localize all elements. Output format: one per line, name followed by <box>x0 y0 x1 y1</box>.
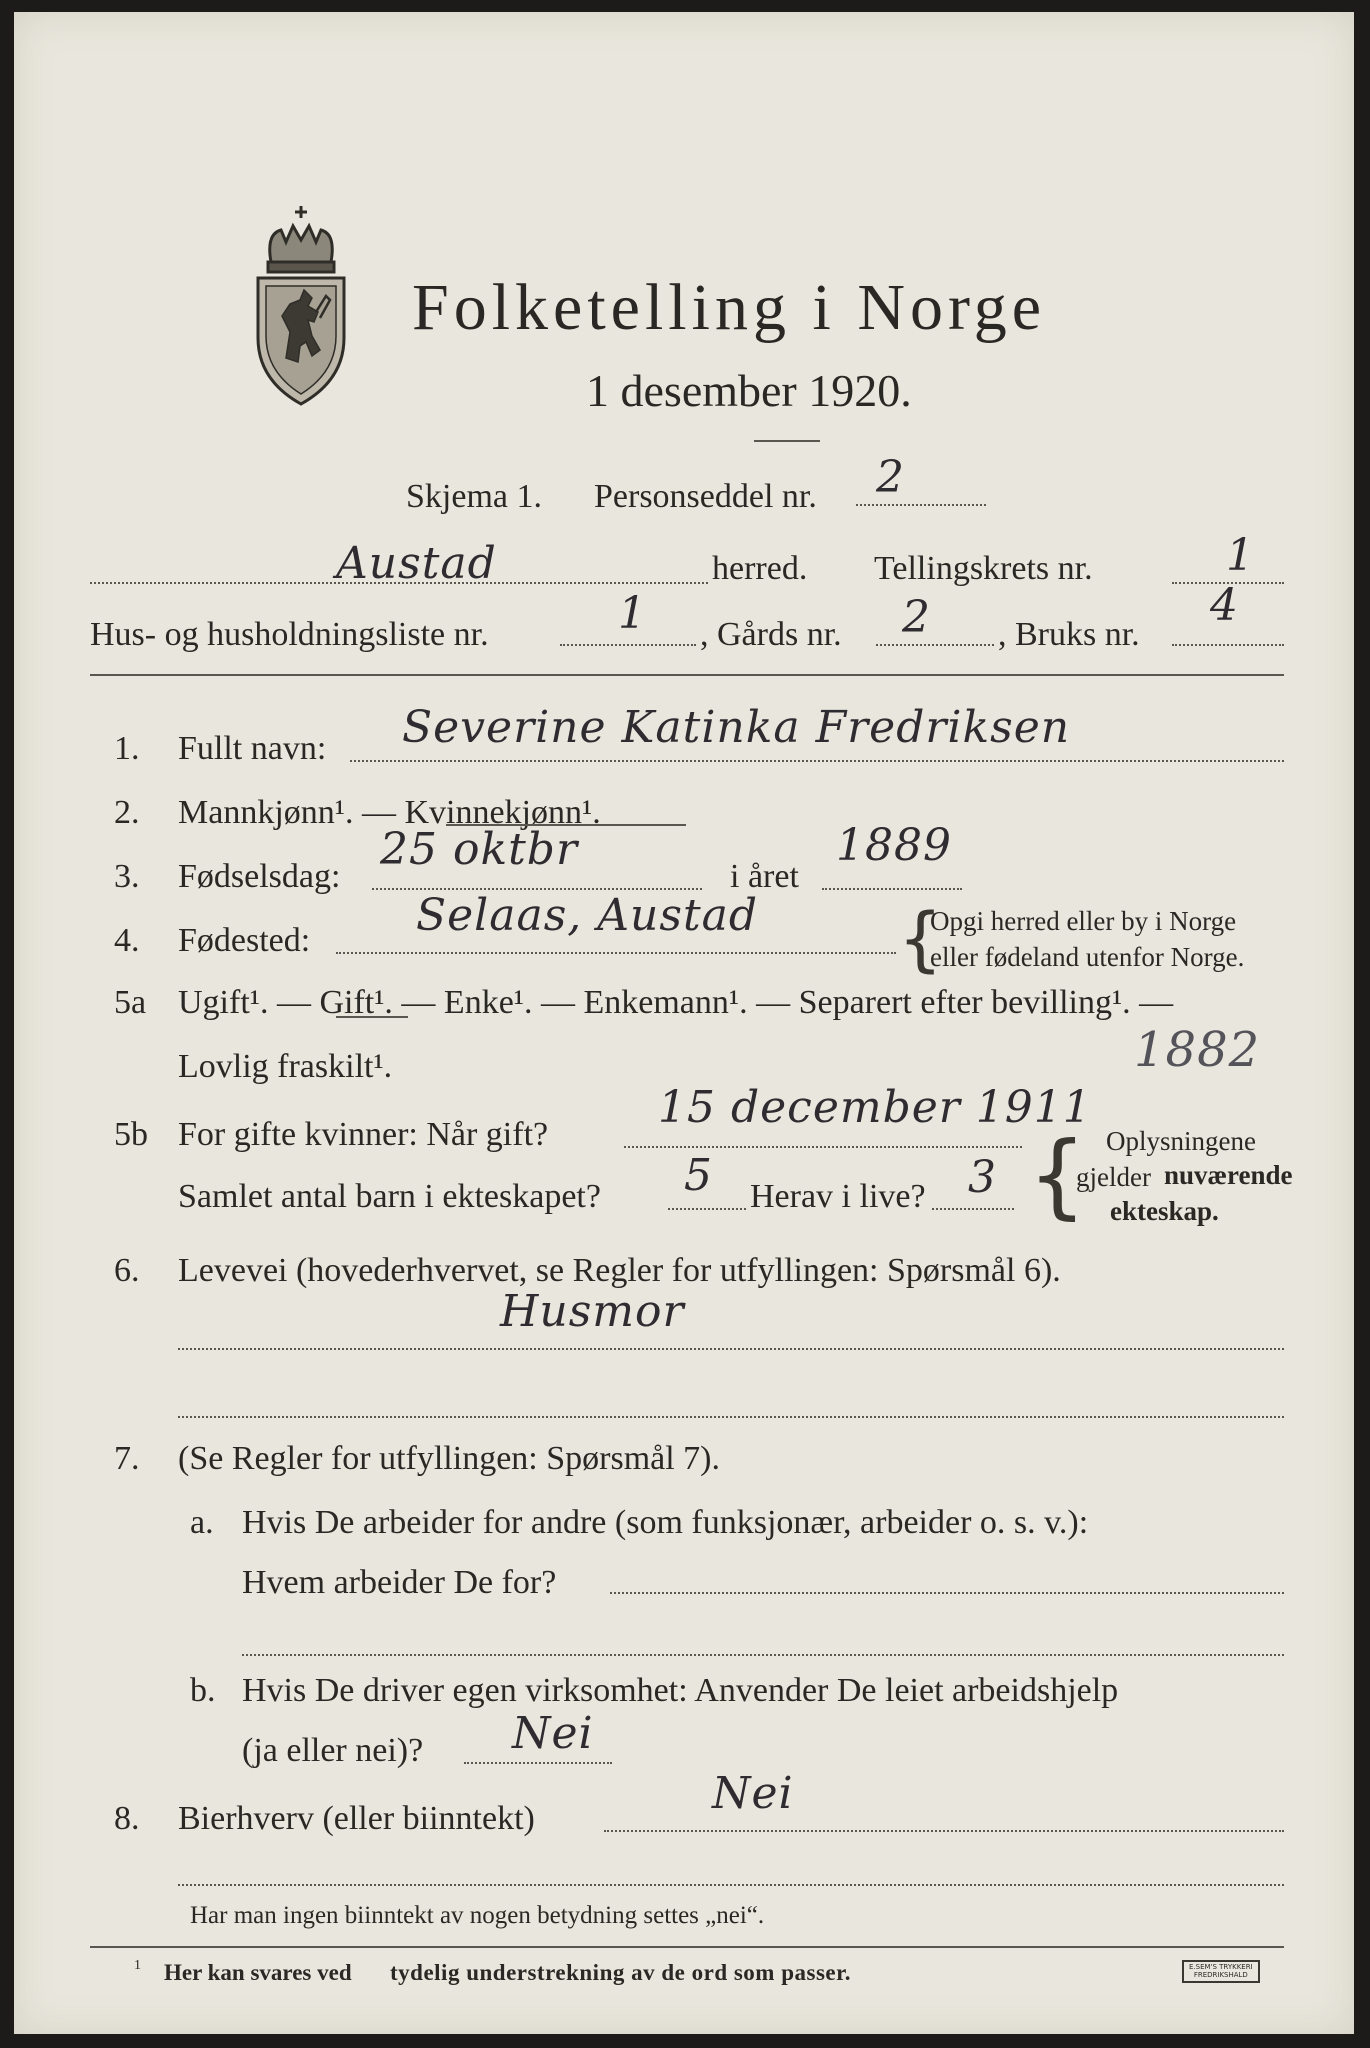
personseddel-value[interactable]: 2 <box>876 452 905 503</box>
q1-full-name-value[interactable]: Severine Katinka Fredriksen <box>402 702 1071 753</box>
census-form-page <box>14 12 1354 2034</box>
q8-label: Bierhverv (eller biinntekt) <box>178 1800 535 1837</box>
q7a-line-2: Hvem arbeider De for? <box>242 1564 557 1601</box>
q3-birthday-value[interactable]: 25 oktbr <box>380 824 579 875</box>
q5b-alive-line <box>932 1208 1014 1210</box>
q3-label: Fødselsdag: <box>178 858 341 895</box>
title-divider <box>754 440 820 442</box>
footnote-marker: 1 <box>134 1958 141 1973</box>
q1-line <box>350 760 1284 762</box>
q6-line-1 <box>178 1348 1284 1350</box>
q5b-brace: { <box>1028 1122 1087 1229</box>
form-title: Folketelling i Norge <box>412 271 1047 344</box>
q3-year-value[interactable]: 1889 <box>836 820 952 871</box>
q5b-label-1: For gifte kvinner: Når gift? <box>178 1116 549 1153</box>
q7a-employer-line <box>610 1592 1284 1594</box>
q7-label: (Se Regler for utfyllingen: Spørsmål 7). <box>178 1440 721 1477</box>
q4-line <box>336 952 896 954</box>
q4-label: Fødested: <box>178 922 311 959</box>
q5b-label-2: Samlet antal barn i ekteskapet? <box>178 1178 601 1215</box>
q3-number: 3. <box>114 858 140 895</box>
q4-note-line-2: eller fødeland utenfor Norge. <box>930 942 1245 972</box>
q5a-number: 5a <box>114 984 147 1021</box>
gards-label: , Gårds nr. <box>700 616 842 653</box>
personseddel-label: Personseddel nr. <box>594 478 817 515</box>
q7a-extra-line <box>242 1654 1284 1656</box>
gift-underline <box>336 1016 408 1018</box>
q5a-line-2: Lovlig fraskilt¹. <box>178 1048 393 1085</box>
q7-number: 7. <box>114 1440 140 1477</box>
q5b-note-line-2b: nuværende <box>1164 1160 1293 1190</box>
q2-sex-options: Mannkjønn¹. — Kvinnekjønn¹. <box>178 794 601 831</box>
q7b-line-2: (ja eller nei)? <box>242 1732 424 1769</box>
q7b-line-1: Hvis De driver egen virksomhet: Anvender De leiet arbeidshjelp <box>242 1672 1119 1709</box>
hus-label: Hus- og husholdningsliste nr. <box>90 616 489 653</box>
q1-label: Fullt navn: <box>178 730 327 767</box>
printer-stamp <box>1182 1960 1260 1983</box>
gards-value[interactable]: 2 <box>902 592 931 643</box>
q8-extra-line <box>178 1884 1284 1886</box>
q5b-alive-value[interactable]: 3 <box>968 1152 997 1203</box>
q5b-label-3: Herav i live? <box>750 1178 926 1215</box>
q1-number: 1. <box>114 730 140 767</box>
schema-label: Skjema 1. <box>406 478 542 515</box>
q5b-note-line-2a: gjelder <box>1076 1162 1151 1192</box>
q5b-number: 5b <box>114 1116 148 1153</box>
q7b-value[interactable]: Nei <box>512 1708 594 1759</box>
form-date: 1 desember 1920. <box>586 365 912 416</box>
footnote-text-1: Her kan svares ved <box>164 1960 352 1985</box>
q5b-married-line <box>624 1146 1022 1148</box>
q5a-margin-value[interactable]: 1882 <box>1134 1022 1261 1078</box>
footnote-separator <box>90 1946 1284 1948</box>
q8-line <box>604 1830 1284 1832</box>
q6-occupation-value[interactable]: Husmor <box>500 1286 685 1337</box>
q5b-note-line-1: Oplysningene <box>1106 1126 1256 1156</box>
q5b-children-value[interactable]: 5 <box>684 1150 713 1201</box>
herred-label: herred. <box>712 550 808 587</box>
q3-year-line <box>822 888 962 890</box>
footnote-text-2: tydelig understrekning av de ord som passer. <box>390 1960 851 1985</box>
q4-birthplace-value[interactable]: Selaas, Austad <box>416 890 759 941</box>
printer-stamp-line-2: FREDRIKSHALD <box>1193 1970 1248 1979</box>
q4-note-line-1: Opgi herred eller by i Norge <box>930 906 1237 936</box>
hus-value[interactable]: 1 <box>618 588 647 639</box>
q5b-note-line-3: ekteskap. <box>1110 1196 1219 1226</box>
q7b-line <box>464 1762 612 1764</box>
q5a-marital-options: Ugift¹. — Gift¹. — Enke¹. — Enkemann¹. — Separert efter bevilling¹. — <box>178 984 1174 1021</box>
q3-year-label: i året <box>730 858 799 895</box>
q4-number: 4. <box>114 922 140 959</box>
q8-number: 8. <box>114 1800 140 1837</box>
bruks-line <box>1172 644 1284 646</box>
q7b-letter: b. <box>190 1672 216 1709</box>
herred-value[interactable]: Austad <box>336 538 497 589</box>
hus-line <box>560 644 696 646</box>
tellingskrets-value[interactable]: 1 <box>1226 530 1255 581</box>
bruks-label: , Bruks nr. <box>998 616 1140 653</box>
q8-value[interactable]: Nei <box>712 1768 794 1819</box>
q2-number: 2. <box>114 794 140 831</box>
form-note: Har man ingen biinntekt av nogen betydning settes „nei“. <box>190 1902 765 1929</box>
tellingskrets-label: Tellingskrets nr. <box>874 550 1093 587</box>
q6-label: Levevei (hovederhvervet, se Regler for utfyllingen: Spørsmål 6). <box>178 1252 1061 1289</box>
q5b-children-line <box>668 1208 746 1210</box>
q5b-married-date-value[interactable]: 15 december 1911 <box>658 1082 1092 1133</box>
personseddel-line <box>856 504 986 506</box>
norway-coat-of-arms-icon <box>246 200 356 410</box>
gards-line <box>876 644 994 646</box>
printer-stamp-line-1: E.SEM'S TRYKKERI <box>1189 1963 1253 1971</box>
header-separator <box>90 674 1284 676</box>
q6-line-2 <box>178 1416 1284 1418</box>
q4-brace: { <box>898 898 943 980</box>
herred-line <box>90 582 708 584</box>
q7a-line-1: Hvis De arbeider for andre (som funksjonær, arbeider o. s. v.): <box>242 1504 1089 1541</box>
bruks-value[interactable]: 4 <box>1210 580 1239 631</box>
q7a-letter: a. <box>190 1504 214 1541</box>
q6-number: 6. <box>114 1252 140 1289</box>
